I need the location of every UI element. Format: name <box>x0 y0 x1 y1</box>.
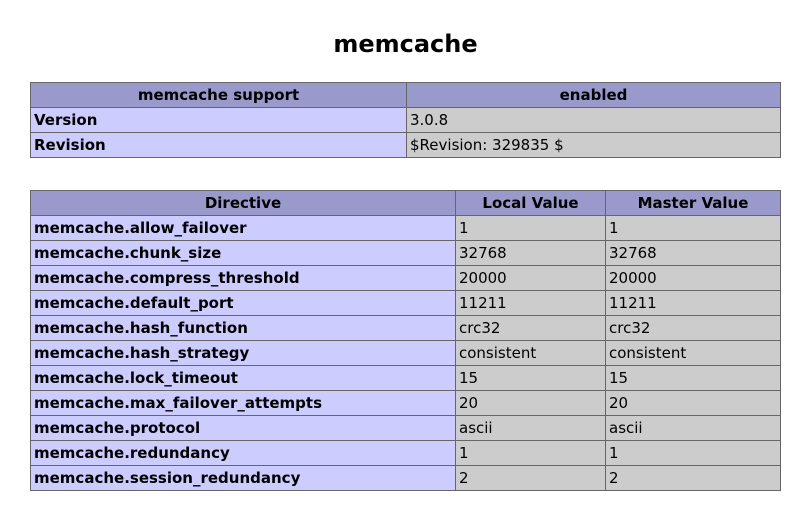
memcache-support-header: memcache support <box>31 83 407 108</box>
local-value: ascii <box>456 416 606 441</box>
directive-name: memcache.redundancy <box>31 441 456 466</box>
directive-name: memcache.lock_timeout <box>31 366 456 391</box>
directive-name: memcache.max_failover_attempts <box>31 391 456 416</box>
table-row <box>31 391 781 416</box>
revision-value: $Revision: 329835 $ <box>407 133 781 158</box>
master-value: 11211 <box>606 291 781 316</box>
local-value: 20000 <box>456 266 606 291</box>
table-row <box>31 266 781 291</box>
local-value: 1 <box>456 441 606 466</box>
local-value: 11211 <box>456 291 606 316</box>
local-value: 32768 <box>456 241 606 266</box>
table-row <box>31 316 781 341</box>
master-value: 1 <box>606 441 781 466</box>
master-value: ascii <box>606 416 781 441</box>
table-row <box>31 441 781 466</box>
version-label: Version <box>31 108 407 133</box>
master-value: 1 <box>606 216 781 241</box>
table-row <box>31 108 781 133</box>
table-row <box>31 366 781 391</box>
directive-name: memcache.compress_threshold <box>31 266 456 291</box>
revision-label: Revision <box>31 133 407 158</box>
directive-name: memcache.hash_function <box>31 316 456 341</box>
table-row <box>31 133 781 158</box>
directive-name: memcache.default_port <box>31 291 456 316</box>
directive-rows <box>31 216 781 491</box>
master-value-column-header: Master Value <box>606 191 781 216</box>
info-header-row <box>31 83 781 108</box>
table-row <box>31 291 781 316</box>
directive-name: memcache.session_redundancy <box>31 466 456 491</box>
master-value: 2 <box>606 466 781 491</box>
directives-table <box>30 190 781 491</box>
local-value: 1 <box>456 216 606 241</box>
memcache-info-table <box>30 82 781 158</box>
table-row <box>31 216 781 241</box>
local-value: 15 <box>456 366 606 391</box>
memcache-support-status: enabled <box>407 83 781 108</box>
master-value: 32768 <box>606 241 781 266</box>
directive-name: memcache.allow_failover <box>31 216 456 241</box>
local-value: crc32 <box>456 316 606 341</box>
table-row <box>31 416 781 441</box>
master-value: crc32 <box>606 316 781 341</box>
directive-name: memcache.hash_strategy <box>31 341 456 366</box>
page-title: memcache <box>333 30 478 58</box>
master-value: consistent <box>606 341 781 366</box>
master-value: 20000 <box>606 266 781 291</box>
local-value-column-header: Local Value <box>456 191 606 216</box>
master-value: 20 <box>606 391 781 416</box>
directive-name: memcache.chunk_size <box>31 241 456 266</box>
version-value: 3.0.8 <box>407 108 781 133</box>
local-value: consistent <box>456 341 606 366</box>
table-row <box>31 241 781 266</box>
table-row <box>31 466 781 491</box>
master-value: 15 <box>606 366 781 391</box>
local-value: 2 <box>456 466 606 491</box>
directive-name: memcache.protocol <box>31 416 456 441</box>
table-row <box>31 341 781 366</box>
local-value: 20 <box>456 391 606 416</box>
directive-column-header: Directive <box>31 191 456 216</box>
directives-header-row <box>31 191 781 216</box>
